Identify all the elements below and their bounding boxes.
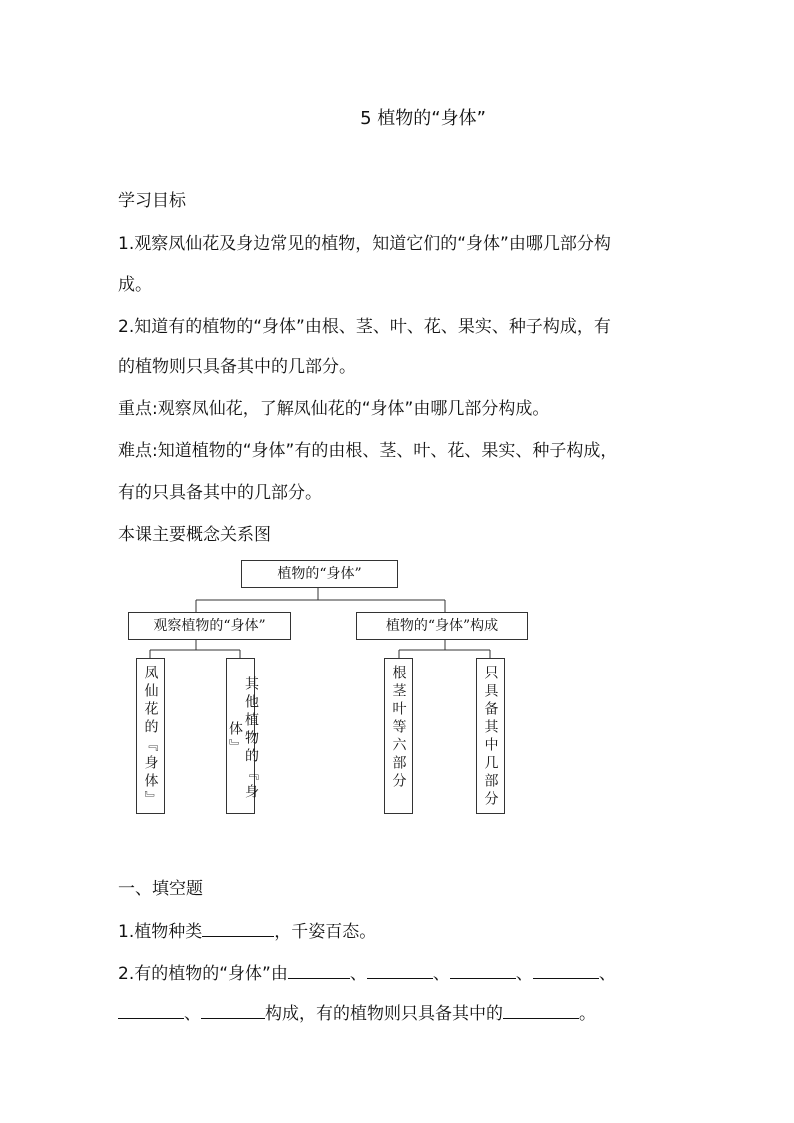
separator: 、 (184, 1004, 201, 1024)
concept-map (118, 548, 538, 818)
fill-in-section-heading: 一、填空题 (118, 879, 203, 899)
answer-blank[interactable] (202, 918, 274, 937)
question-2-line-2 (118, 1000, 596, 1027)
concept-leaf-2-label: 其他植物的『身体』 (227, 676, 259, 802)
separator: 、 (349, 964, 367, 984)
objective-2-line-2: 的植物则只具备其中的几部分。 (118, 357, 356, 377)
difficulty-line-1: 难点:知道植物的“身体”有的由根、茎、叶、花、果实、种子构成， (118, 441, 618, 461)
objective-1-line-1: 1.观察凤仙花及身边常见的植物，知道它们的“身体”由哪几部分构 (118, 234, 611, 254)
concept-left-branch-label: 观察植物的“身体” (153, 618, 266, 634)
answer-blank[interactable] (450, 960, 516, 979)
answer-blank[interactable] (367, 960, 433, 979)
period: 。 (579, 1004, 596, 1024)
answer-blank[interactable] (118, 1000, 184, 1019)
separator: 、 (598, 964, 616, 984)
concept-leaf-3-label: 根茎叶等六部分 (390, 665, 407, 791)
answer-blank[interactable] (503, 1000, 579, 1019)
question-2-suffix: 构成，有的植物则只具备其中的 (265, 1004, 503, 1024)
question-2-line-1 (118, 960, 616, 987)
question-1-prefix: 1.植物种类 (118, 922, 203, 942)
objective-2-line-1: 2.知道有的植物的“身体”由根、茎、叶、花、果实、种子构成，有 (118, 317, 611, 337)
key-point: 重点:观察凤仙花，了解凤仙花的“身体”由哪几部分构成。 (118, 399, 550, 419)
concept-leaf-2 (226, 658, 259, 814)
concept-root-label: 植物的“身体” (277, 566, 362, 582)
concept-leaf-1 (136, 658, 165, 814)
concept-map-connectors (118, 548, 538, 818)
concept-root (241, 560, 398, 588)
concept-right-branch-label: 植物的“身体”构成 (385, 618, 499, 634)
difficulty-line-2: 有的只具备其中的几部分。 (118, 483, 322, 503)
concept-leaf-4 (476, 658, 505, 814)
objectives-heading: 学习目标 (118, 191, 186, 211)
objective-1-line-2: 成。 (118, 275, 152, 295)
concept-leaf-3 (384, 658, 413, 814)
page-title: 5 植物的“身体” (360, 108, 486, 129)
concept-right-branch (356, 612, 528, 640)
concept-leaf-1-label: 凤仙花的『身体』 (142, 665, 159, 809)
answer-blank[interactable] (288, 960, 350, 979)
answer-blank[interactable] (533, 960, 599, 979)
separator: 、 (515, 964, 533, 984)
question-1 (118, 918, 376, 945)
concept-left-branch (128, 612, 291, 640)
concept-leaf-4-label: 只具备其中几部分 (482, 665, 499, 809)
question-2-prefix: 2.有的植物的“身体”由 (118, 964, 288, 984)
concept-map-heading: 本课主要概念关系图 (118, 525, 271, 545)
separator: 、 (432, 964, 450, 984)
question-1-suffix: ，千姿百态。 (274, 922, 377, 942)
answer-blank[interactable] (201, 1000, 265, 1019)
